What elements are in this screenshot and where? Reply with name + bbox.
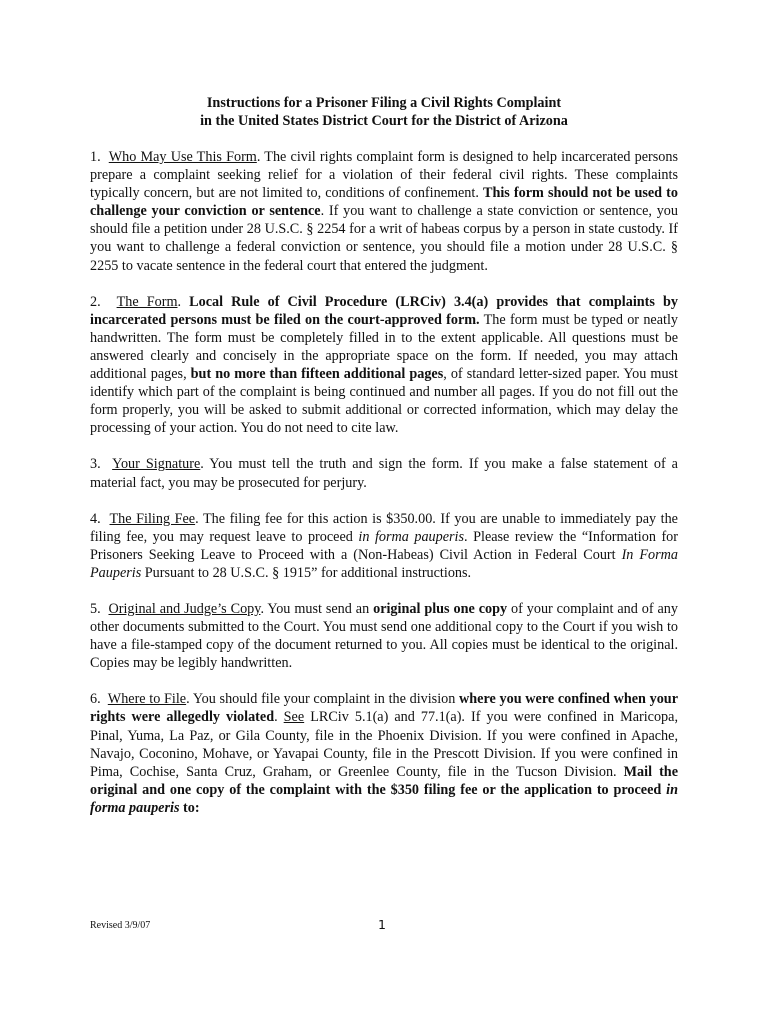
section-5-heading: Original and Judge’s Copy	[108, 600, 261, 617]
section-2-text-a: .	[177, 293, 190, 310]
section-6-paragraph	[90, 690, 678, 817]
section-4-paragraph	[90, 510, 678, 582]
section-5-text-b: of your complaint and of any other documents submitted to the Court. You must send one additional copy to the Court if you wish to have a file-stamped copy of the document returned to you. All copies must be identical to the original. Copies may be legibly handwritten.	[90, 600, 678, 672]
section-2-number: 2.	[90, 293, 101, 310]
section-4-italic-b: In Forma Pauperis	[90, 546, 678, 581]
section-2-text-c: , of standard letter-sized paper. You must identify which part of the complaint is being continued and number all pages. If you do not fill out the form properly, you will be asked to submit additional or corrected information, which may delay the processing of your action. You do not need to cite law.	[90, 366, 678, 437]
section-5-text-a: . You must send an	[260, 600, 374, 617]
section-4-number: 4.	[90, 510, 101, 527]
section-4-text-b: . Please review the “Information for Prisoners Seeking Leave to Proceed with a (Non-Habeas) Civil Action in Federal Court	[90, 528, 679, 563]
document-title	[90, 94, 678, 130]
section-4-heading: The Filing Fee	[109, 510, 196, 527]
title-line-2: in the United States District Court for the District of Arizona	[200, 113, 568, 129]
title-line-1: Instructions for a Prisoner Filing a Civil Rights Complaint	[206, 95, 562, 111]
section-5-bold-a: original plus one copy	[373, 600, 508, 617]
section-6-number: 6.	[90, 691, 101, 708]
section-3-paragraph	[90, 455, 678, 491]
section-6-bold-c: to:	[179, 799, 200, 816]
section-6-text-b: .	[274, 709, 284, 726]
instructions-body	[90, 148, 678, 835]
section-6-bold-italic: in forma pauperis	[90, 781, 678, 816]
section-2-heading: The Form	[116, 293, 178, 310]
section-6-see: See	[283, 709, 305, 726]
section-6-bold-b: Mail the original and one copy of the complaint with the $350 filing fee or the application to proceed	[90, 763, 678, 798]
section-2-bold-a: Local Rule of Civil Procedure (LRCiv) 3.4(a) provides that complaints by incarcerated persons must be filed on the court-approved form.	[90, 293, 679, 328]
section-6-text-c: LRCiv 5.1(a) and 77.1(a). If you were confined in Maricopa, Pinal, Yuma, La Paz, or Gila County, file in the Phoenix Division. If you were confined in Apache, Navajo, Coconino, Mohave, or Yavapai County, file in the Prescott Division. If you were confined in Pima, Cochise, Santa Cruz, Graham, or Greenlee County, file in the Tucson Division.	[90, 709, 678, 780]
section-6-bold-a: where you were confined when your rights were allegedly violated	[90, 691, 678, 726]
section-2-paragraph	[90, 293, 678, 438]
section-4-text-a: . The filing fee for this action is $350.00. If you are unable to immediately pay the filing fee, you may request leave to proceed	[90, 510, 678, 545]
section-6-text-a: . You should file your complaint in the division	[186, 691, 460, 708]
section-1-text-b: . If you want to challenge a state conviction or sentence, you should file a petition under 28 U.S.C. § 2254 for a writ of habeas corpus by a person in state custody. If you want to challenge a federal conviction or sentence, you should file a motion under 28 U.S.C. § 2255 to vacate sentence in the federal court that entered the judgment.	[90, 203, 678, 274]
section-5-paragraph	[90, 600, 678, 672]
section-6-heading: Where to File	[107, 691, 187, 708]
section-1-text-a: . The civil rights complaint form is designed to help incarcerated persons prepare a complaint seeking relief for a violation of their federal civil rights. These complaints typically concern, but are not limited to, conditions of confinement.	[90, 149, 678, 202]
section-3-number: 3.	[90, 456, 101, 473]
section-1-paragraph	[90, 148, 678, 275]
page-number: 1	[378, 917, 386, 932]
section-2-text-b: The form must be typed or neatly handwritten. The form must be completely filled in to the extent applicable. All questions must be answered clearly and concisely in the appropriate space on the form. If needed, you may attach additional pages,	[90, 311, 678, 383]
section-4-text-c: Pursuant to 28 U.S.C. § 1915” for additional instructions.	[141, 564, 472, 581]
section-1-bold-a: This form should not be used to challenge your conviction or sentence	[90, 185, 678, 220]
section-3-heading: Your Signature	[112, 456, 201, 473]
section-1-number: 1.	[90, 149, 101, 165]
section-3-text-a: . You must tell the truth and sign the form. If you make a false statement of a material fact, you may be prosecuted for perjury.	[90, 456, 678, 491]
revision-date: Revised 3/9/07	[90, 920, 151, 931]
section-2-bold-b: but no more than fifteen additional pages	[190, 366, 444, 383]
section-4-italic-a: in forma pauperis	[358, 528, 465, 545]
section-1-heading: Who May Use This Form	[108, 149, 257, 165]
section-5-number: 5.	[90, 600, 101, 617]
